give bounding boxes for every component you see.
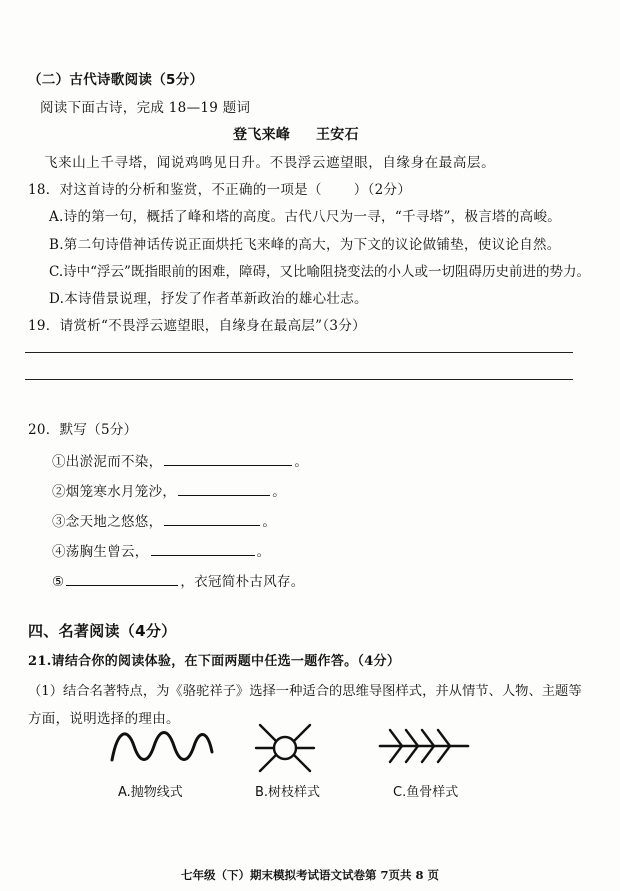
poem-text: 飞来山上千寻塔，闻说鸡鸣见日升。不畏浮云遮望眼，自缘身在最高层。 [44, 155, 496, 171]
q20-item-2-after: 。 [272, 484, 287, 500]
wave-diagram-icon [108, 722, 216, 770]
q20-item-1-before: ①出淤泥而不染， [52, 454, 163, 470]
q21-part1-line1: （1）结合名著特点，为《骆驼祥子》选择一种适合的思维导图样式，并从情节、人物、主题等 [28, 684, 582, 699]
q19-answer-line-1[interactable] [25, 352, 573, 353]
q18-option-b: B.第二句诗借神话传说正面烘托飞来峰的高大，为下文的议论做铺垫，使议论自然。 [49, 237, 561, 253]
q20-item-1-after: 。 [294, 454, 309, 470]
q18-answer-blank[interactable] [324, 180, 352, 194]
q18-option-d: D.本诗借景说理，抒发了作者革新政治的雄心壮志。 [49, 291, 368, 307]
q21-part1-line2: 方面，说明选择的理由。 [28, 711, 180, 727]
poetry-instruction: 阅读下面古诗，完成 18—19 题词 [40, 100, 251, 116]
branch-diagram-icon [254, 720, 316, 776]
q20-item-4-after: 。 [256, 544, 271, 560]
poem-author: 王安石 [316, 127, 359, 143]
q20-item-3-blank[interactable] [164, 511, 260, 526]
diagram-label-c: C.鱼骨样式 [393, 785, 459, 800]
q20-item-5-blank[interactable] [66, 571, 178, 586]
q19-stem: 19．请赏析“不畏浮云遮望眼，自缘身在最高层”（3分） [28, 318, 366, 334]
diagram-label-b: B.树枝样式 [255, 785, 321, 800]
q20-item-2 [52, 480, 286, 500]
section-title-classics: 四、名著阅读（4分） [28, 622, 177, 640]
q18-option-c: C.诗中“浮云”既指眼前的困难，障碍，又比喻阻挠变法的小人或一切阻碍历史前进的势力。 [49, 264, 590, 280]
q20-item-3 [52, 510, 276, 530]
q20-stem: 20．默写（5分） [28, 422, 138, 438]
q20-item-3-before: ③念天地之悠悠， [52, 514, 163, 530]
q20-item-4-before: ④荡胸生曾云， [52, 544, 149, 560]
q20-item-2-before: ②烟笼寒水月笼沙， [52, 484, 177, 500]
q20-item-1 [52, 450, 308, 470]
q20-item-4 [52, 540, 270, 560]
q20-item-2-blank[interactable] [178, 481, 270, 496]
q20-item-5-after: ，衣冠简朴古风存。 [180, 574, 305, 590]
q18-stem-before: 18．对这首诗的分析和鉴赏，不正确的一项是（ [28, 182, 322, 198]
q19-answer-line-2[interactable] [25, 379, 573, 380]
q20-item-3-after: 。 [262, 514, 277, 530]
q18-option-a: A.诗的第一句，概括了峰和塔的高度。古代八尺为一寻，“千寻塔”，极言塔的高峻。 [49, 209, 562, 225]
q18-stem [28, 178, 411, 198]
fishbone-diagram-icon [376, 724, 472, 768]
poem-title: 登飞来峰 [233, 127, 291, 143]
q20-item-1-blank[interactable] [164, 451, 292, 466]
q20-item-4-blank[interactable] [151, 541, 255, 556]
q21-stem: 21.请结合你的阅读体验，在下面两题中任选一题作答。（4分） [28, 654, 401, 669]
page-footer: 七年级（下）期末模拟考试语文试卷第 7页共 8 页 [180, 868, 439, 882]
q20-item-5-before: ⑤ [52, 574, 65, 590]
diagram-label-a: A.抛物线式 [118, 785, 183, 800]
q20-item-5 [52, 570, 305, 590]
q18-stem-after: ）（2分） [353, 182, 412, 198]
section-title-poetry: （二）古代诗歌阅读（5分） [28, 72, 204, 88]
